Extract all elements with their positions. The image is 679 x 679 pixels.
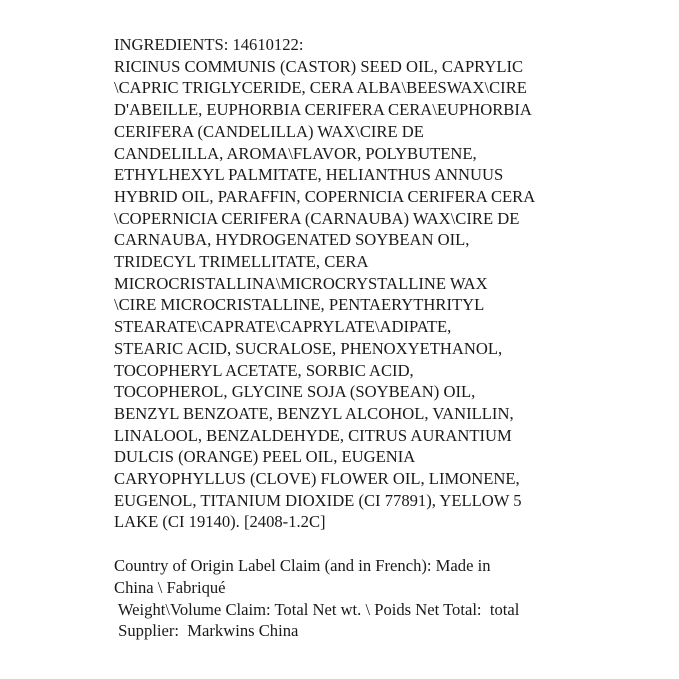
ingredients-line: MICROCRISTALLINA\MICROCRYSTALLINE WAX <box>114 273 488 293</box>
supplier-line: Supplier: Markwins China <box>114 621 299 641</box>
ingredients-line: TOCOPHERYL ACETATE, SORBIC ACID, <box>114 360 414 380</box>
ingredients-line: TRIDECYL TRIMELLITATE, CERA <box>114 252 369 272</box>
ingredients-line: ETHYLHEXYL PALMITATE, HELIANTHUS ANNUUS <box>114 165 504 185</box>
ingredients-line: STEARIC ACID, SUCRALOSE, PHENOXYETHANOL, <box>114 338 503 358</box>
ingredients-line: TOCOPHEROL, GLYCINE SOJA (SOYBEAN) OIL, <box>114 382 476 402</box>
ingredients-heading: INGREDIENTS: 14610122: <box>114 35 304 54</box>
ingredients-line: DULCIS (ORANGE) PEEL OIL, EUGENIA <box>114 447 416 467</box>
weight-volume-claim: Weight\Volume Claim: Total Net wt. \ Poids Net Total: total <box>114 599 520 619</box>
ingredients-line: LAKE (CI 19140). [2408-1.2C] <box>114 512 326 532</box>
ingredients-line: LINALOOL, BENZALDEHYDE, CITRUS AURANTIUM <box>114 425 512 445</box>
ingredients-block <box>114 34 674 533</box>
origin-claim-line: China \ Fabriqué <box>114 577 226 597</box>
product-label-document <box>114 34 674 642</box>
ingredients-line: \COPERNICIA CERIFERA (CARNAUBA) WAX\CIRE DE <box>114 208 520 228</box>
ingredients-line: STEARATE\CAPRATE\CAPRYLATE\ADIPATE, <box>114 317 452 337</box>
origin-claim-line: Country of Origin Label Claim (and in French): Made in <box>114 556 491 576</box>
ingredients-line: \CAPRIC TRIGLYCERIDE, CERA ALBA\BEESWAX\CIRE <box>114 78 527 98</box>
ingredients-line: CARYOPHYLLUS (CLOVE) FLOWER OIL, LIMONENE, <box>114 469 520 489</box>
ingredients-line: CANDELILLA, AROMA\FLAVOR, POLYBUTENE, <box>114 143 477 163</box>
ingredients-line: CARNAUBA, HYDROGENATED SOYBEAN OIL, <box>114 230 470 250</box>
ingredients-line: D'ABEILLE, EUPHORBIA CERIFERA CERA\EUPHORBIA <box>114 100 532 120</box>
section-spacer <box>114 533 674 555</box>
ingredients-line: BENZYL BENZOATE, BENZYL ALCOHOL, VANILLIN, <box>114 403 514 423</box>
ingredients-line: HYBRID OIL, PARAFFIN, COPERNICIA CERIFERA CERA <box>114 186 536 206</box>
ingredients-line: EUGENOL, TITANIUM DIOXIDE (CI 77891), YELLOW 5 <box>114 490 522 510</box>
ingredients-line: RICINUS COMMUNIS (CASTOR) SEED OIL, CAPRYLIC <box>114 56 524 76</box>
origin-claim-block <box>114 555 674 598</box>
ingredients-line: \CIRE MICROCRISTALLINE, PENTAERYTHRITYL <box>114 295 485 315</box>
ingredients-line: CERIFERA (CANDELILLA) WAX\CIRE DE <box>114 121 424 141</box>
